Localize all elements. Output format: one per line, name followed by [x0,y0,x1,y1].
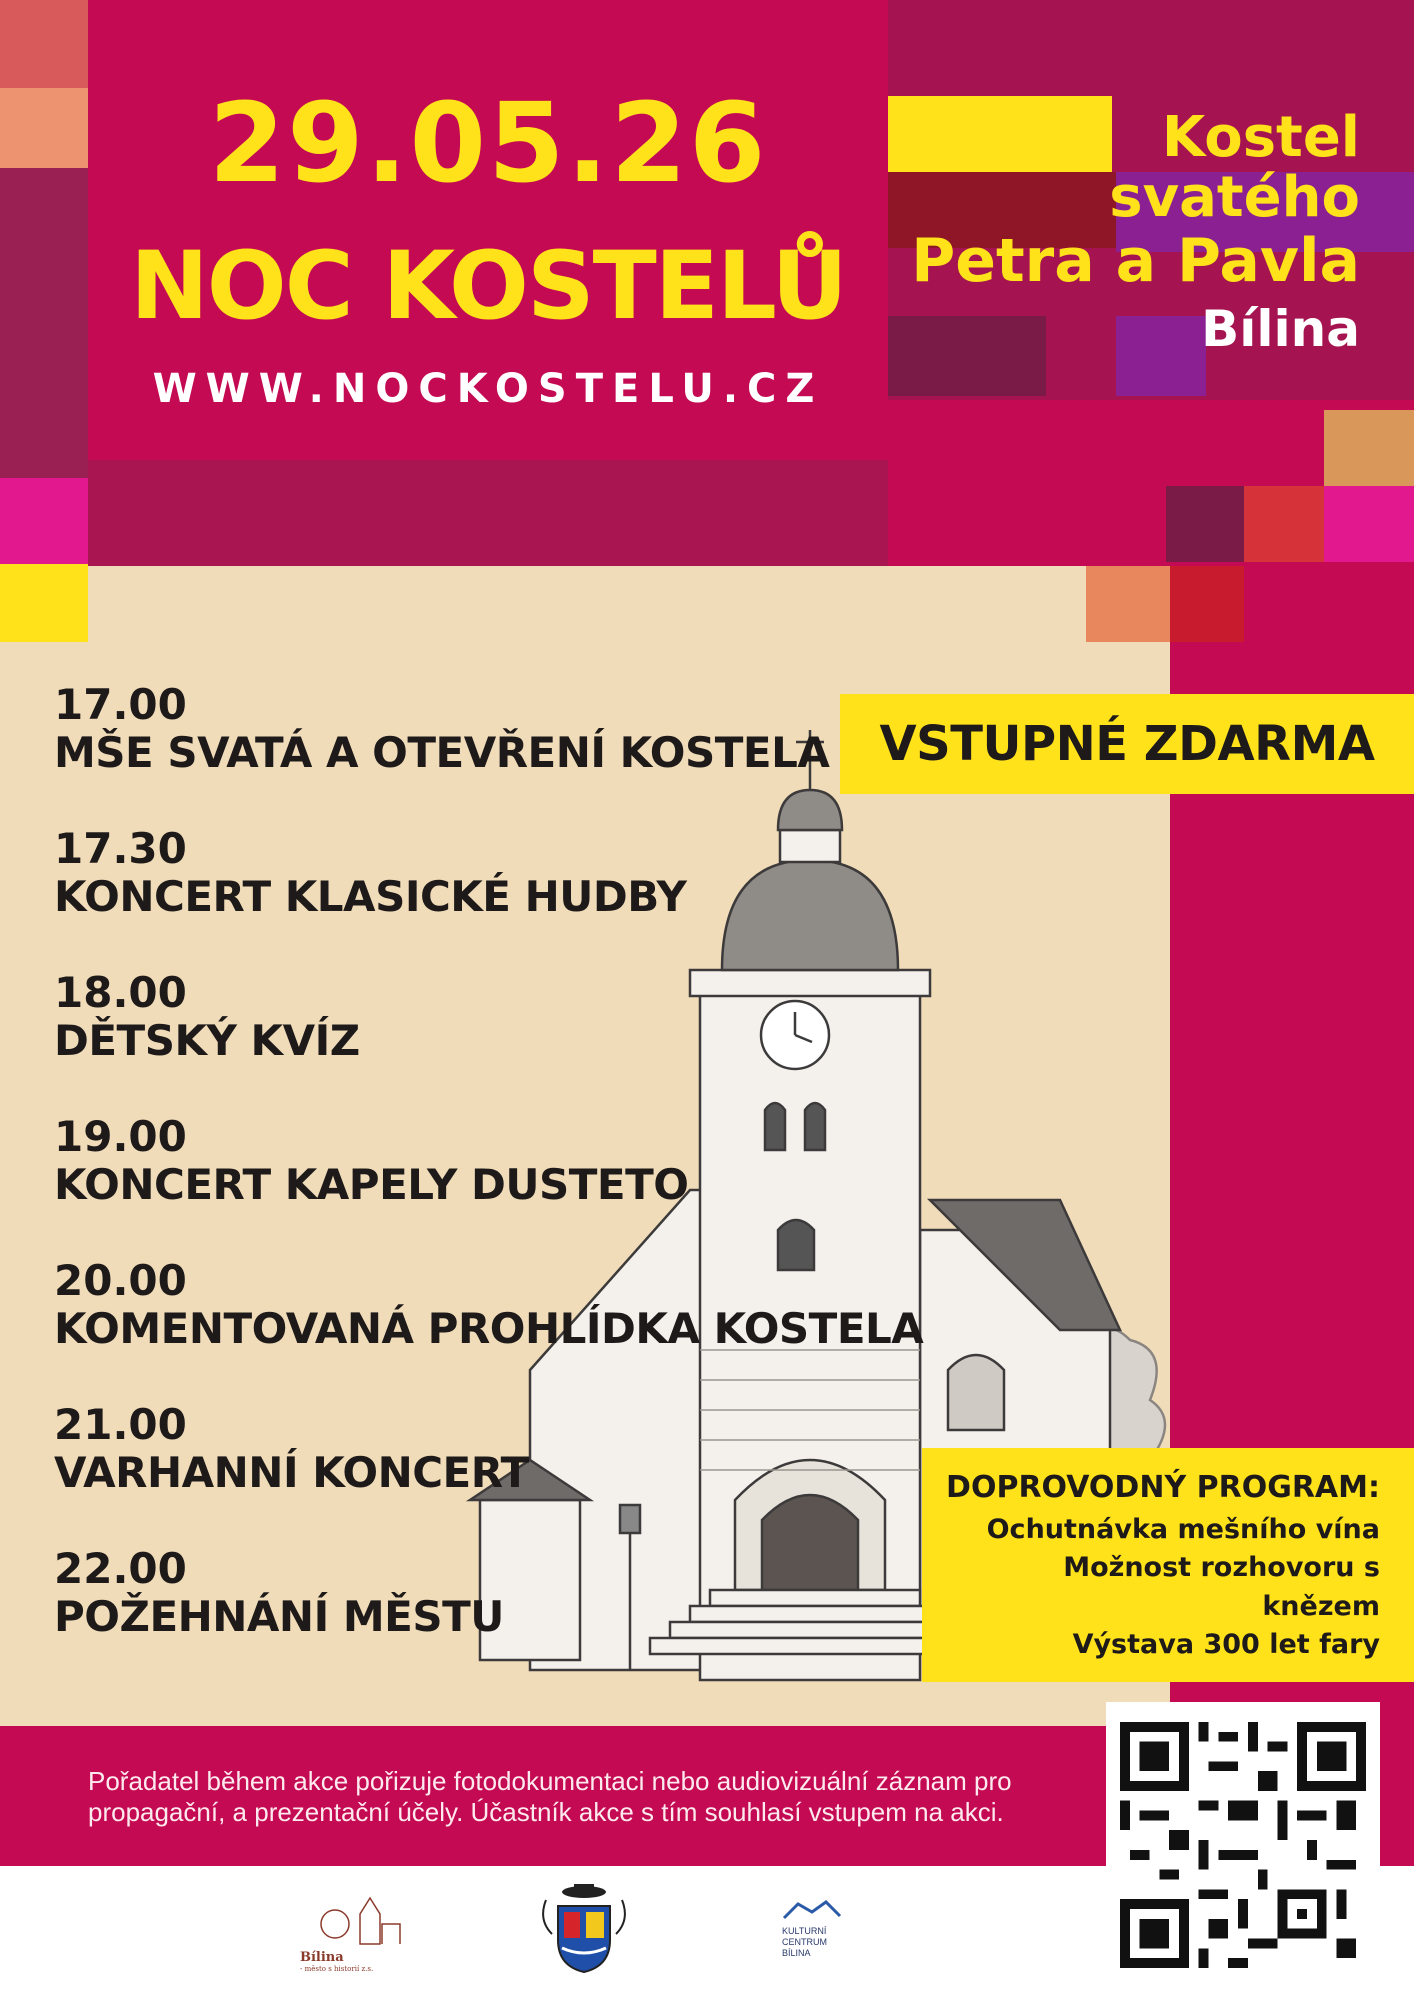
deco-square [0,88,88,168]
program-time: 19.00 [54,1112,187,1161]
logo-bilina-history [300,1894,410,1974]
cultural-centre-logo [782,1898,872,1968]
hills-icon [782,1898,842,1922]
program-title: DĚTSKÝ KVÍZ [54,1016,360,1066]
program-item [54,682,829,776]
accompanying-item: Ochutnávka mešního vína [986,1514,1380,1545]
venue-line: Kostel [1161,105,1360,170]
program-title: MŠE SVATÁ A OTEVŘENÍ KOSTELA [54,728,830,778]
accompanying-item: Výstava 300 let fary [1072,1628,1380,1660]
logo-line: BÍLINA [782,1947,811,1958]
coat-of-arms-icon [536,1880,632,1976]
deco-square [1166,486,1244,562]
program-item [54,1258,923,1352]
venue-city: Bílina [1201,299,1360,358]
program-item [54,970,360,1064]
accompanying-item: Možnost rozhovoru s knězem [1063,1552,1380,1622]
deco-square [1324,410,1414,486]
program-title: VARHANNÍ KONCERT [54,1448,529,1498]
program-item [54,1114,688,1208]
logo-line: CENTRUM [782,1936,827,1947]
logo-subtitle: - město s historií z.s. [300,1965,374,1973]
event-date: 29.05.26 [208,79,768,207]
event-name: NOC KOSTELŮ [130,232,846,341]
logo-line: KULTURNÍ [782,1926,827,1936]
logo-title: Bílina [300,1950,344,1965]
program-time: 20.00 [54,1256,187,1305]
deco-square [88,460,888,566]
program-title: POŽEHNÁNÍ MĚSTU [54,1592,504,1642]
program-time: 17.00 [54,680,187,729]
website-link[interactable]: WWW.NOCKOSTELU.CZ [152,366,824,412]
deco-square [1324,486,1414,562]
qr-code-icon [1120,1716,1366,1974]
free-entry-badge: VSTUPNÉ ZDARMA [840,694,1414,794]
program-time: 17.30 [54,824,187,873]
deco-square [0,0,88,88]
deco-square [1086,566,1170,642]
venue-line: svatého [1109,165,1360,231]
deco-square [1170,566,1244,642]
deco-square [0,478,88,566]
town-icon [300,1894,410,1946]
program-item [54,1546,504,1640]
deco-square [0,566,88,642]
parish-coat-of-arms-logo [536,1880,632,1976]
program-title: KOMENTOVANÁ PROHLÍDKA KOSTELA [54,1304,924,1354]
qr-code[interactable] [1106,1702,1380,1988]
venue-line: Petra a Pavla [911,225,1360,296]
program-time: 18.00 [54,968,187,1017]
program-item [54,1402,529,1496]
program-time: 22.00 [54,1544,187,1593]
program-item [54,826,686,920]
deco-square [1244,486,1324,562]
program-title: KONCERT KAPELY DUSTETO [54,1160,689,1210]
accompanying-program [922,1448,1414,1682]
deco-square [0,168,88,478]
disclaimer-text: Pořadatel během akce pořizuje fotodokumentaci nebo audiovizuální záznam pro propagační, a prezentační účely. Účastník akce s tím souhlasí vstupem na akci. [88,1766,1012,1828]
program-title: KONCERT KLASICKÉ HUDBY [54,872,687,922]
accompanying-heading: DOPROVODNÝ PROGRAM: [946,1470,1380,1505]
program-time: 21.00 [54,1400,187,1449]
venue [911,105,1360,358]
